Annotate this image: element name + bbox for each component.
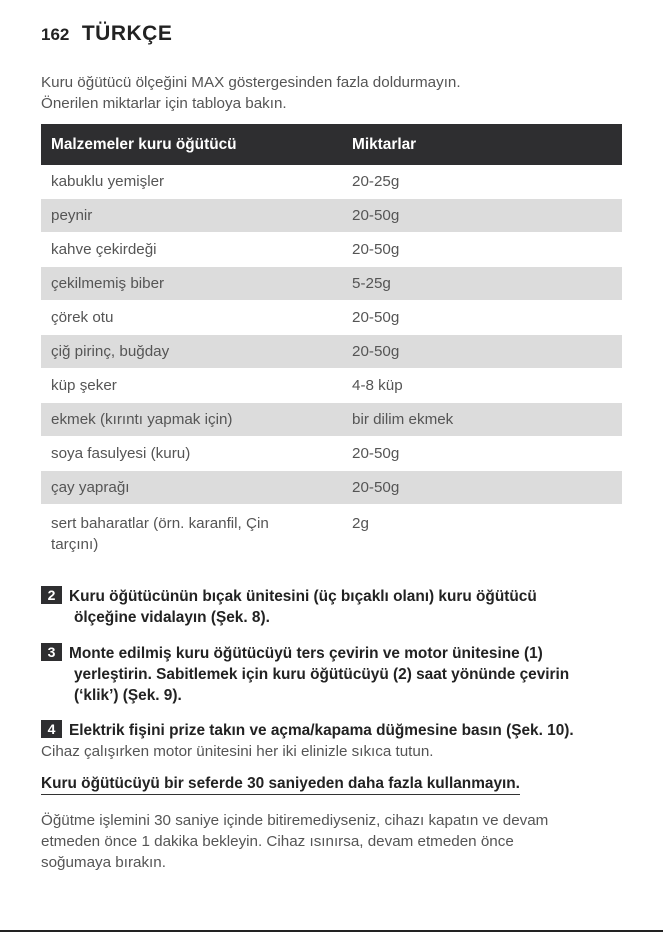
ingredient-cell-line: sert baharatlar (örn. karanfil, Çin — [51, 515, 269, 532]
quantity-cell: 20-50g — [342, 437, 622, 471]
ingredient-cell: peynir — [41, 199, 342, 233]
ingredient-cell: soya fasulyesi (kuru) — [41, 437, 342, 471]
intro-paragraph — [41, 72, 631, 114]
quantities-table — [41, 124, 622, 568]
ingredient-cell: küp şeker — [41, 369, 342, 403]
ingredient-cell: kabuklu yemişler — [41, 165, 342, 199]
quantity-cell: 20-50g — [342, 335, 622, 369]
quantity-cell: 20-50g — [342, 199, 622, 233]
quantity-cell: 4-8 küp — [342, 369, 622, 403]
step-text-line: (‘klik’) (Şek. 9). — [74, 687, 182, 704]
ingredient-cell: çörek otu — [41, 301, 342, 335]
table-row — [41, 267, 622, 301]
step-4 — [41, 720, 574, 741]
step-2 — [41, 586, 537, 628]
intro-line: Önerilen miktarlar için tabloya bakın. — [41, 95, 287, 112]
page-bottom-rule — [0, 930, 663, 932]
ingredient-cell: ekmek (kırıntı yapmak için) — [41, 403, 342, 437]
step-text-line: Monte edilmiş kuru öğütücüyü ters çevirin ve motor ünitesine (1) — [69, 645, 543, 662]
table-row — [41, 301, 622, 335]
ingredient-cell: çekilmemiş biber — [41, 267, 342, 301]
step-number-badge: 2 — [41, 586, 62, 604]
step-text-line: ölçeğine vidalayın (Şek. 8). — [74, 609, 270, 626]
quantity-cell: 20-50g — [342, 471, 622, 505]
header-ingredients: Malzemeler kuru öğütücü — [41, 124, 342, 165]
header-quantities: Miktarlar — [342, 124, 622, 165]
table-row — [41, 369, 622, 403]
note-line: etmeden önce 1 dakika bekleyin. Cihaz ısınırsa, devam etmeden önce — [41, 833, 514, 850]
note-line: Öğütme işlemini 30 saniye içinde bitiremediyseniz, cihazı kapatın ve devam — [41, 812, 549, 829]
quantity-cell: 20-25g — [342, 165, 622, 199]
step-text-line: yerleştirin. Sabitlemek için kuru öğütücüyü (2) saat yönünde çevirin — [74, 666, 570, 683]
intro-line: Kuru öğütücü ölçeğini MAX göstergesinden fazla doldurmayın. — [41, 74, 461, 91]
ingredient-cell: çiğ pirinç, buğday — [41, 335, 342, 369]
ingredient-cell: kahve çekirdeği — [41, 233, 342, 267]
quantity-cell: 5-25g — [342, 267, 622, 301]
quantity-cell: 20-50g — [342, 233, 622, 267]
warning-text: Kuru öğütücüyü bir seferde 30 saniyeden daha fazla kullanmayın. — [41, 775, 520, 795]
note-paragraph — [41, 810, 631, 873]
step-number-badge: 4 — [41, 720, 62, 738]
ingredient-cell: çay yaprağı — [41, 471, 342, 505]
step-4-note: Cihaz çalışırken motor ünitesini her iki elinizle sıkıca tutun. — [41, 743, 434, 760]
table-row — [41, 471, 622, 505]
quantity-cell: 20-50g — [342, 301, 622, 335]
step-text-line: Kuru öğütücünün bıçak ünitesini (üç bıçaklı olanı) kuru öğütücü — [69, 588, 537, 605]
table-row — [41, 335, 622, 369]
page-number: 162 — [41, 25, 70, 44]
note-line: soğumaya bırakın. — [41, 854, 166, 871]
quantity-cell: bir dilim ekmek — [342, 403, 622, 437]
table-row — [41, 233, 622, 267]
step-3 — [41, 643, 569, 706]
step-text-line: Elektrik fişini prize takın ve açma/kapama düğmesine basın (Şek. 10). — [69, 722, 574, 739]
table-row — [41, 505, 622, 568]
table-row — [41, 199, 622, 233]
quantity-cell: 2g — [342, 505, 622, 568]
page-title: TÜRKÇE — [81, 22, 173, 45]
table-row — [41, 437, 622, 471]
page-header — [41, 22, 172, 46]
step-number-badge: 3 — [41, 643, 62, 661]
table-header-row — [41, 124, 622, 165]
ingredient-cell — [41, 505, 342, 568]
table-row — [41, 165, 622, 199]
table-row — [41, 403, 622, 437]
ingredient-cell-line: tarçını) — [51, 536, 99, 553]
